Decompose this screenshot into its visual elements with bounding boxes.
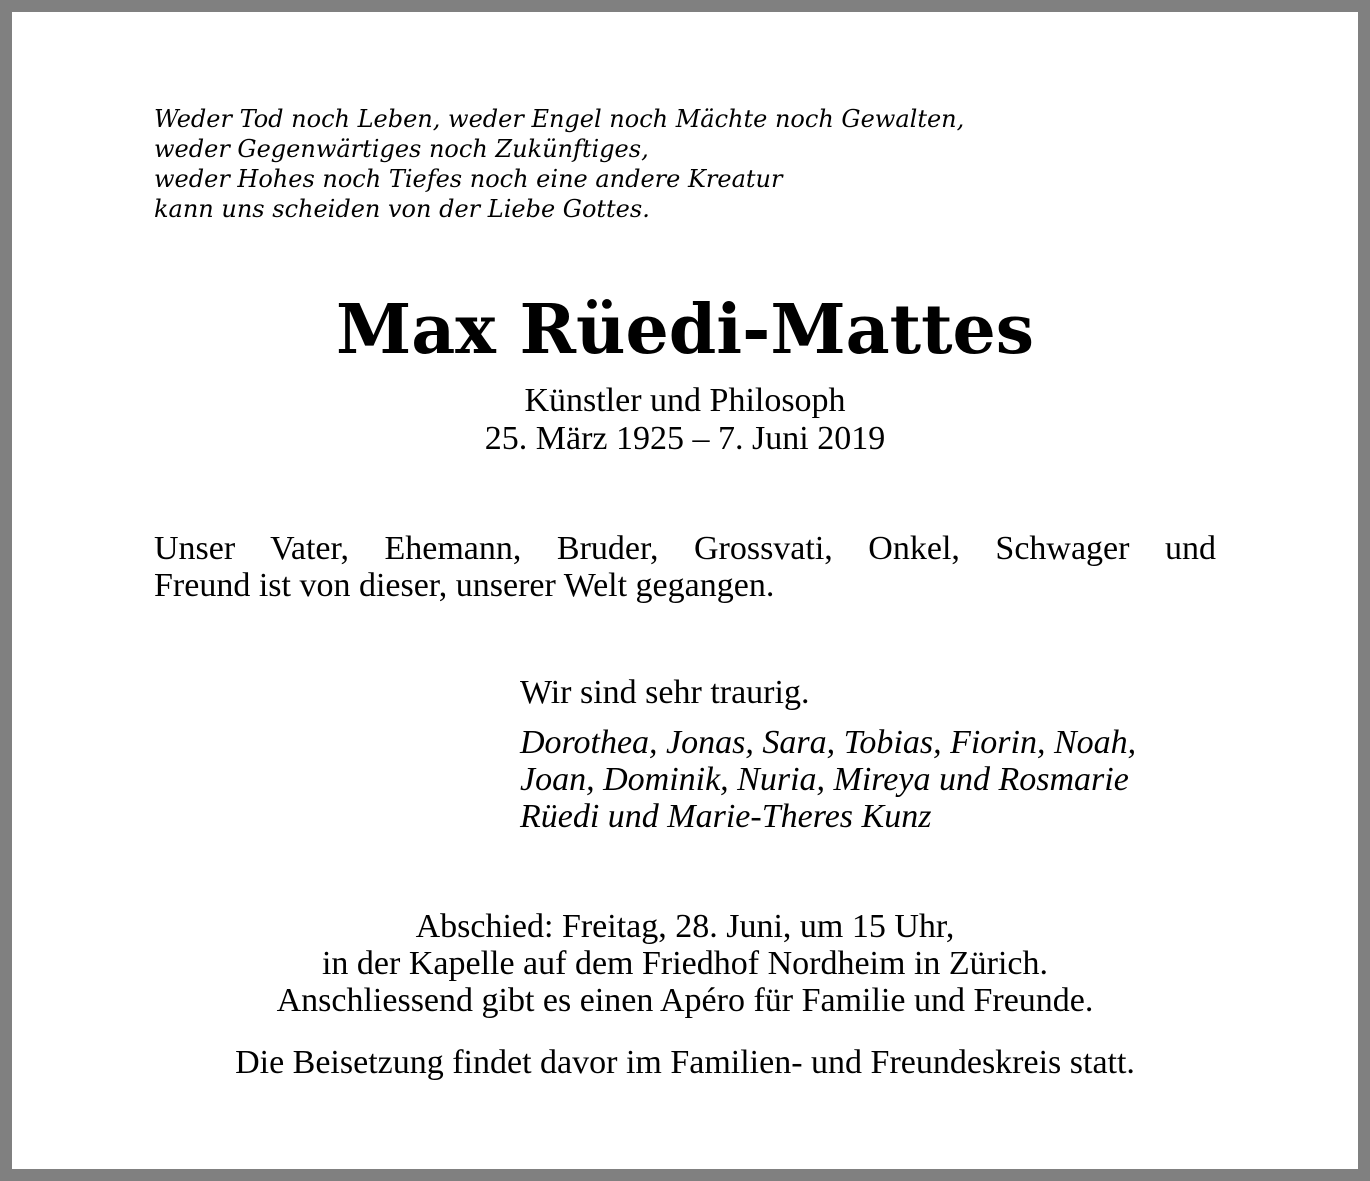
farewell-line: in der Kapelle auf dem Friedhof Nordheim in Zürich. xyxy=(321,945,1049,982)
motto-line: weder Hohes noch Tiefes noch eine andere Kreatur xyxy=(154,165,783,193)
announcement-line: Freund ist von dieser, unserer Welt gegangen. xyxy=(154,567,775,604)
mourners-intro: Wir sind sehr traurig. xyxy=(520,674,810,711)
deceased-name: Max Rüedi-Mattes xyxy=(335,290,1035,370)
burial-info: Die Beisetzung findet davor im Familien- und Freundeskreis statt. xyxy=(235,1044,1135,1081)
mourners-line: Dorothea, Jonas, Sara, Tobias, Fiorin, Noah, xyxy=(520,724,1137,761)
mourners-line: Rüedi und Marie-Theres Kunz xyxy=(520,798,932,835)
obituary-card xyxy=(12,12,1358,1169)
deceased-dates: 25. März 1925 – 7. Juni 2019 xyxy=(484,420,886,457)
motto-verse xyxy=(154,104,964,224)
deceased-role: Künstler und Philosoph xyxy=(524,382,846,419)
farewell-info xyxy=(12,908,1358,1019)
mourners-names xyxy=(520,724,1136,835)
motto-line: Weder Tod noch Leben, weder Engel noch Mächte noch Gewalten, xyxy=(154,105,965,133)
motto-line: kann uns scheiden von der Liebe Gottes. xyxy=(154,195,650,223)
announcement-line: Unser Vater, Ehemann, Bruder, Grossvati, Onkel, Schwager und xyxy=(154,530,1216,567)
announcement-text xyxy=(154,530,1216,604)
mourners-line: Joan, Dominik, Nuria, Mireya und Rosmarie xyxy=(520,761,1129,798)
farewell-line: Abschied: Freitag, 28. Juni, um 15 Uhr, xyxy=(415,908,955,945)
motto-line: weder Gegenwärtiges noch Zukünftiges, xyxy=(154,135,649,163)
farewell-line: Anschliessend gibt es einen Apéro für Familie und Freunde. xyxy=(276,982,1094,1019)
